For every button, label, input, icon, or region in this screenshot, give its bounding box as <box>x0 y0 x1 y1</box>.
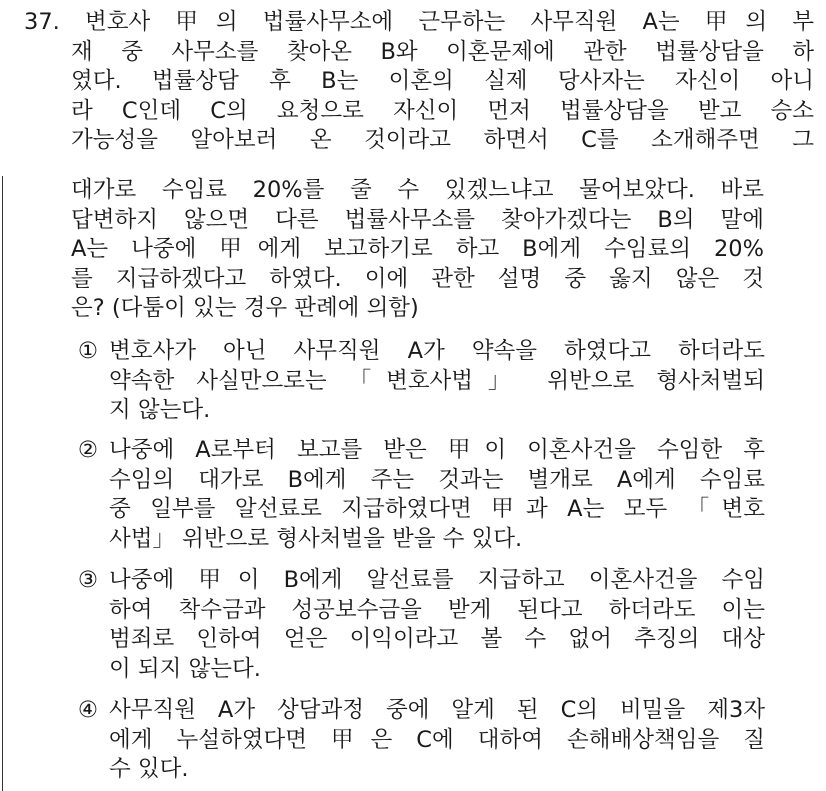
stem-line: 대가로 수임료 20%를 줄 수 있겠느냐고 물어보았다. 바로 <box>71 177 764 203</box>
choice-line: 변호사가 아닌 사무직원 A가 약속을 하였다고 하더라도 <box>109 338 765 364</box>
choice-line: 에게 누설하였다면 甲은 C에 대하여 손해배상책임을 질 <box>109 726 765 753</box>
stem-line: 였다. 법률상담 후 B는 이혼의 실제 당사자는 자신이 아니 <box>71 68 814 94</box>
choice-line: 사법」 위반으로 형사처벌을 받을 수 있다. <box>109 525 523 552</box>
choice-line: 지 않는다. <box>109 397 211 423</box>
choice-line: 수 있다. <box>109 756 189 782</box>
choice-line: 사무직원 A가 상담과정 중에 알게 된 C의 비밀을 제3자 <box>109 697 765 723</box>
choice-marker: ① <box>77 338 99 364</box>
column-divider <box>2 176 3 791</box>
choice-marker: ③ <box>77 567 99 593</box>
choice-1[interactable] <box>71 337 765 426</box>
choice-line: 이 되지 않는다. <box>109 655 261 682</box>
choice-4[interactable] <box>71 696 765 785</box>
stem-line: 재 중 사무소를 찾아온 B와 이혼문제에 관한 법률상담을 하 <box>71 38 814 65</box>
choice-line: 범죄로 인하여 얻은 이익이라고 볼 수 없어 추징의 대상 <box>109 626 765 652</box>
choice-marker: ④ <box>77 697 99 723</box>
choice-line: 중 일부를 알선료로 지급하였다면 甲과 A는 모두 「변호 <box>109 496 765 522</box>
stem-line <box>24 8 814 38</box>
stem-line: 가능성을 알아보러 온 것이라고 하면서 C를 소개해주면 그 <box>71 127 814 153</box>
choice-line: 하여 착수금과 성공보수금을 받게 된다고 하더라도 이는 <box>109 596 765 623</box>
choice-line: 약속한 사실만으로는 「변호사법」 위반으로 형사처벌되 <box>109 367 765 394</box>
stem-line: 라 C인데 C의 요청으로 자신이 먼저 법률상담을 받고 승소 <box>71 97 814 124</box>
choice-line: 수임의 대가로 B에게 주는 것과는 별개로 A에게 수임료 <box>109 466 765 493</box>
stem-line: 답변하지 않으면 다른 법률사무소를 찾아가겠다는 B의 말에 <box>71 206 764 233</box>
choice-3[interactable] <box>71 566 765 684</box>
stem-line: 은? (다툼이 있는 경우 판례에 의함) <box>71 295 419 321</box>
choice-2[interactable] <box>71 436 765 554</box>
choice-line: 나중에 A로부터 보고를 받은 甲이 이혼사건을 수임한 후 <box>109 437 765 463</box>
stem-line: 를 지급하겠다고 하였다. 이에 관한 설명 중 옳지 않은 것 <box>71 265 764 292</box>
stem-text: 변호사 甲의 법률사무소에 근무하는 사무직원 A는 甲의 부 <box>84 9 814 35</box>
question-stem-bottom <box>71 176 764 324</box>
choice-marker: ② <box>77 437 99 463</box>
stem-line: A는 나중에 甲에게 보고하기로 하고 B에게 수임료의 20% <box>71 236 764 262</box>
question-number: 37. <box>24 9 60 35</box>
choice-line: 나중에 甲이 B에게 알선료를 지급하고 이혼사건을 수임 <box>109 567 765 593</box>
question-stem-top <box>24 8 814 156</box>
